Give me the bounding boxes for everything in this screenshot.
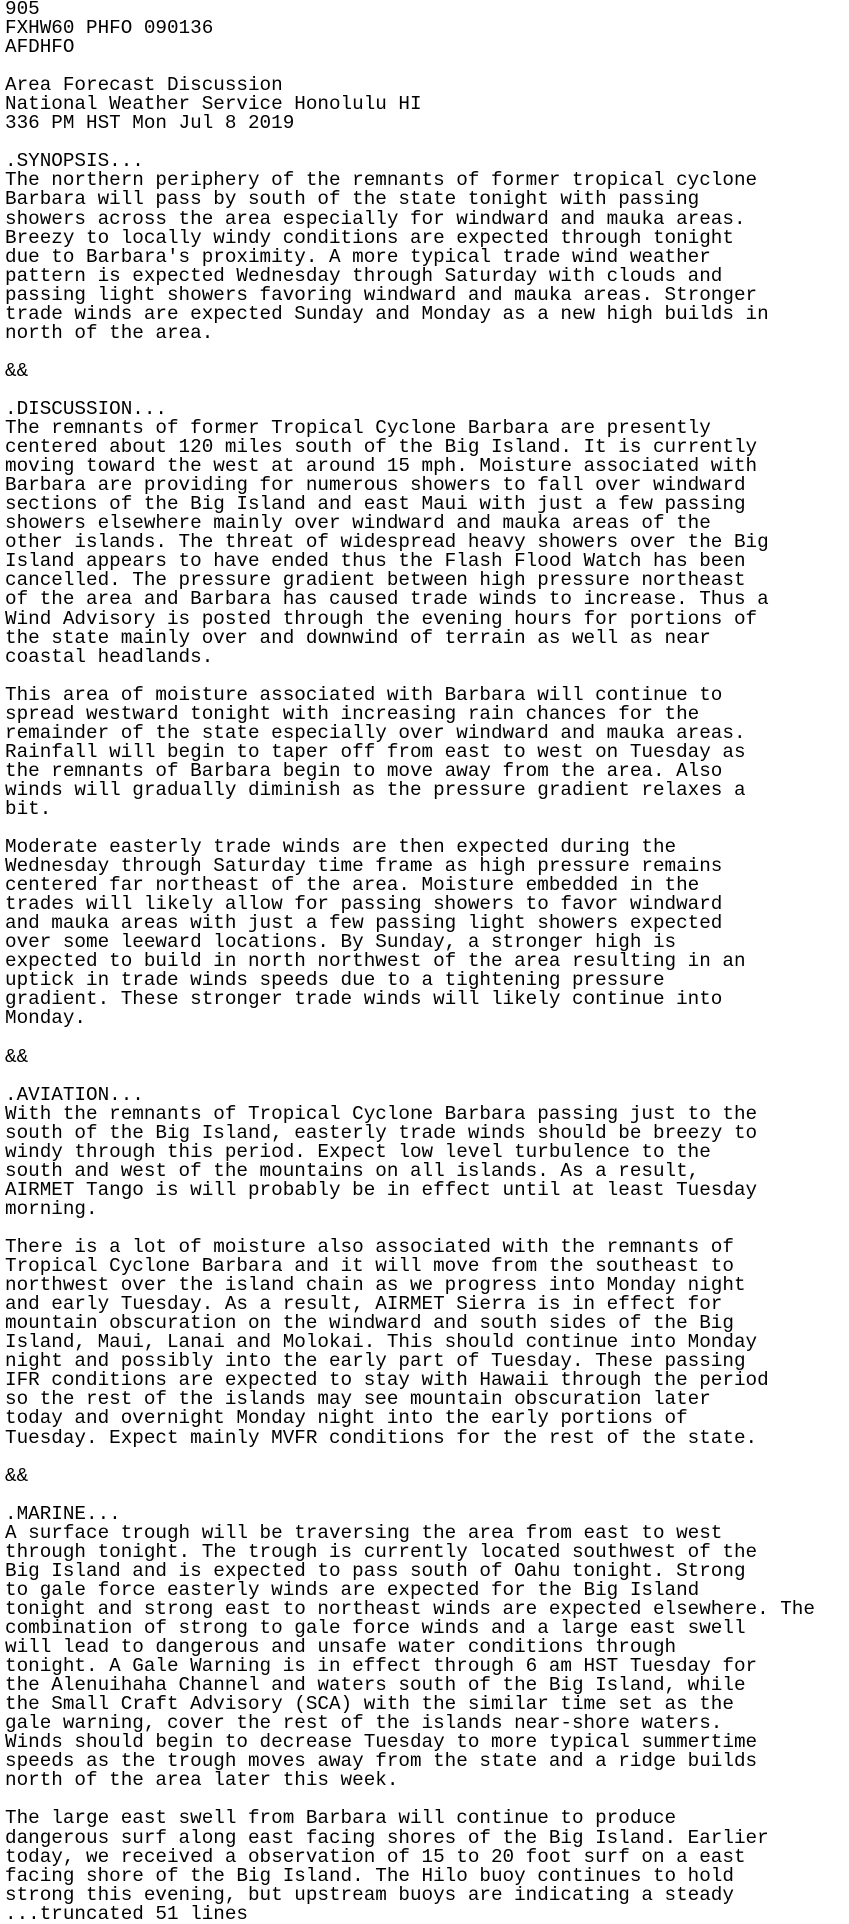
text-line: centered far northeast of the area. Moisture embedded in the (5, 874, 700, 897)
text-line: the Alenuihaha Channel and waters south of the Big Island, while (5, 1674, 746, 1697)
text-line: through tonight. The trough is currently located southwest of the (5, 1540, 758, 1563)
text-line: showers elsewhere mainly over windward and mauka areas of the (5, 512, 711, 535)
text-line (5, 667, 849, 686)
text-line: morning. (5, 1197, 98, 1220)
text-line: bit. (5, 797, 52, 820)
text-line: There is a lot of moisture also associated with the remnants of (5, 1236, 734, 1259)
text-line: This area of moisture associated with Barbara will continue to (5, 683, 723, 706)
text-line: FXHW60 PHFO 090136 (5, 17, 214, 40)
text-line (5, 1067, 849, 1086)
text-line: Barbara will pass by south of the state tonight with passing (5, 188, 700, 211)
text-line: Monday. (5, 1007, 86, 1030)
text-line: sections of the Big Island and east Maui with just a few passing (5, 493, 746, 516)
text-line: south of the Big Island, easterly trade winds should be breezy to (5, 1121, 758, 1144)
text-line: Breezy to locally windy conditions are expected through tonight (5, 226, 734, 249)
text-line: pattern is expected Wednesday through Saturday with clouds and (5, 264, 723, 287)
text-line: ...truncated 51 lines (5, 1902, 248, 1924)
text-line: .SYNOPSIS... (5, 150, 144, 173)
text-line: The northern periphery of the remnants of former tropical cyclone (5, 169, 758, 192)
text-line: A surface trough will be traversing the area from east to west (5, 1521, 723, 1544)
text-line: .DISCUSSION... (5, 397, 167, 420)
text-line: Winds should begin to decrease Tuesday to more typical summertime (5, 1731, 758, 1754)
text-line: northwest over the island chain as we progress into Monday night (5, 1274, 746, 1297)
text-line: && (5, 1464, 29, 1487)
text-line: && (5, 1045, 29, 1068)
text-line: of the area and Barbara has caused trade winds to increase. Thus a (5, 588, 769, 611)
text-line: Island appears to have ended thus the Flash Flood Watch has been (5, 550, 746, 573)
text-line: moving toward the west at around 15 mph. Moisture associated with (5, 455, 758, 478)
text-line: passing light showers favoring windward and mauka areas. Stronger (5, 283, 758, 306)
text-line: dangerous surf along east facing shores of the Big Island. Earlier (5, 1826, 769, 1849)
text-line: so the rest of the islands may see mountain obscuration later (5, 1388, 711, 1411)
text-line: Area Forecast Discussion (5, 74, 283, 97)
text-line: north of the area later this week. (5, 1769, 399, 1792)
text-line: AFDHFO (5, 36, 75, 59)
text-line: strong this evening, but upstream buoys are indicating a steady (5, 1883, 734, 1906)
text-line: .AVIATION... (5, 1083, 144, 1106)
text-line: and mauka areas with just a few passing light showers expected (5, 912, 723, 935)
text-line: The large east swell from Barbara will continue to produce (5, 1807, 677, 1830)
text-line: due to Barbara's proximity. A more typical trade wind weather (5, 245, 711, 268)
text-line: Wednesday through Saturday time frame as high pressure remains (5, 855, 723, 878)
text-line: trades will likely allow for passing showers to favor windward (5, 893, 723, 916)
text-line: uptick in trade winds speeds due to a tightening pressure (5, 969, 665, 992)
text-line: the state mainly over and downwind of terrain as well as near (5, 626, 711, 649)
text-line: showers across the area especially for windward and mauka areas. (5, 207, 746, 230)
text-line: trade winds are expected Sunday and Monday as a new high builds in (5, 302, 769, 325)
text-line: Rainfall will begin to taper off from east to west on Tuesday as (5, 740, 746, 763)
text-line: .MARINE... (5, 1502, 121, 1525)
text-line: south and west of the mountains on all islands. As a result, (5, 1159, 700, 1182)
text-line: centered about 120 miles south of the Big Island. It is currently (5, 436, 758, 459)
text-line: gale warning, cover the rest of the islands near-shore waters. (5, 1712, 723, 1735)
text-line: Island, Maui, Lanai and Molokai. This should continue into Monday (5, 1331, 758, 1354)
text-line: north of the area. (5, 321, 214, 344)
text-line (5, 1029, 849, 1048)
text-line (5, 1486, 849, 1505)
text-line (5, 1448, 849, 1467)
text-line: coastal headlands. (5, 645, 214, 668)
text-line: the Small Craft Advisory (SCA) with the similar time set as the (5, 1693, 734, 1716)
text-line: speeds as the trough moves away from the state and a ridge builds (5, 1750, 758, 1773)
text-line: today, we received a observation of 15 to 20 foot surf on a east (5, 1845, 746, 1868)
text-line: Moderate easterly trade winds are then expected during the (5, 836, 677, 859)
text-line: Tuesday. Expect mainly MVFR conditions for the rest of the state. (5, 1426, 758, 1449)
text-line: facing shore of the Big Island. The Hilo buoy continues to hold (5, 1864, 734, 1887)
text-line: Barbara are providing for numerous showers to fall over windward (5, 474, 746, 497)
text-line: Wind Advisory is posted through the evening hours for portions of (5, 607, 758, 630)
text-line: spread westward tonight with increasing rain chances for the (5, 702, 700, 725)
text-line: other islands. The threat of widespread heavy showers over the Big (5, 531, 769, 554)
text-line: tonight. A Gale Warning is in effect through 6 am HST Tuesday for (5, 1655, 758, 1678)
text-line: night and possibly into the early part of Tuesday. These passing (5, 1350, 746, 1373)
text-line: winds will gradually diminish as the pressure gradient relaxes a (5, 778, 746, 801)
text-line: mountain obscuration on the windward and south sides of the Big (5, 1312, 734, 1335)
text-line: With the remnants of Tropical Cyclone Barbara passing just to the (5, 1102, 758, 1125)
text-line (5, 343, 849, 362)
text-line: today and overnight Monday night into the early portions of (5, 1407, 688, 1430)
text-line: over some leeward locations. By Sunday, a stronger high is (5, 931, 677, 954)
text-line: will lead to dangerous and unsafe water conditions through (5, 1636, 677, 1659)
text-line: && (5, 359, 29, 382)
text-line: cancelled. The pressure gradient between high pressure northeast (5, 569, 746, 592)
text-line: gradient. These stronger trade winds will likely continue into (5, 988, 723, 1011)
text-line: AIRMET Tango is will probably be in effect until at least Tuesday (5, 1178, 758, 1201)
text-line: Tropical Cyclone Barbara and it will move from the southeast to (5, 1255, 734, 1278)
text-line: 336 PM HST Mon Jul 8 2019 (5, 112, 295, 135)
text-line: 905 (5, 0, 40, 20)
text-line: combination of strong to gale force winds and a large east swell (5, 1616, 746, 1639)
text-line: windy through this period. Expect low level turbulence to the (5, 1140, 711, 1163)
text-line: tonight and strong east to northeast winds are expected elsewhere. The (5, 1597, 815, 1620)
text-line: The remnants of former Tropical Cyclone Barbara are presently (5, 417, 711, 440)
text-line: to gale force easterly winds are expected for the Big Island (5, 1578, 700, 1601)
text-line: and early Tuesday. As a result, AIRMET Sierra is in effect for (5, 1293, 723, 1316)
text-line: National Weather Service Honolulu HI (5, 93, 422, 116)
text-line: remainder of the state especially over windward and mauka areas. (5, 721, 746, 744)
text-line: IFR conditions are expected to stay with Hawaii through the period (5, 1369, 769, 1392)
text-line: the remnants of Barbara begin to move away from the area. Also (5, 759, 723, 782)
text-line: expected to build in north northwest of the area resulting in an (5, 950, 746, 973)
text-line: Big Island and is expected to pass south of Oahu tonight. Strong (5, 1559, 746, 1582)
